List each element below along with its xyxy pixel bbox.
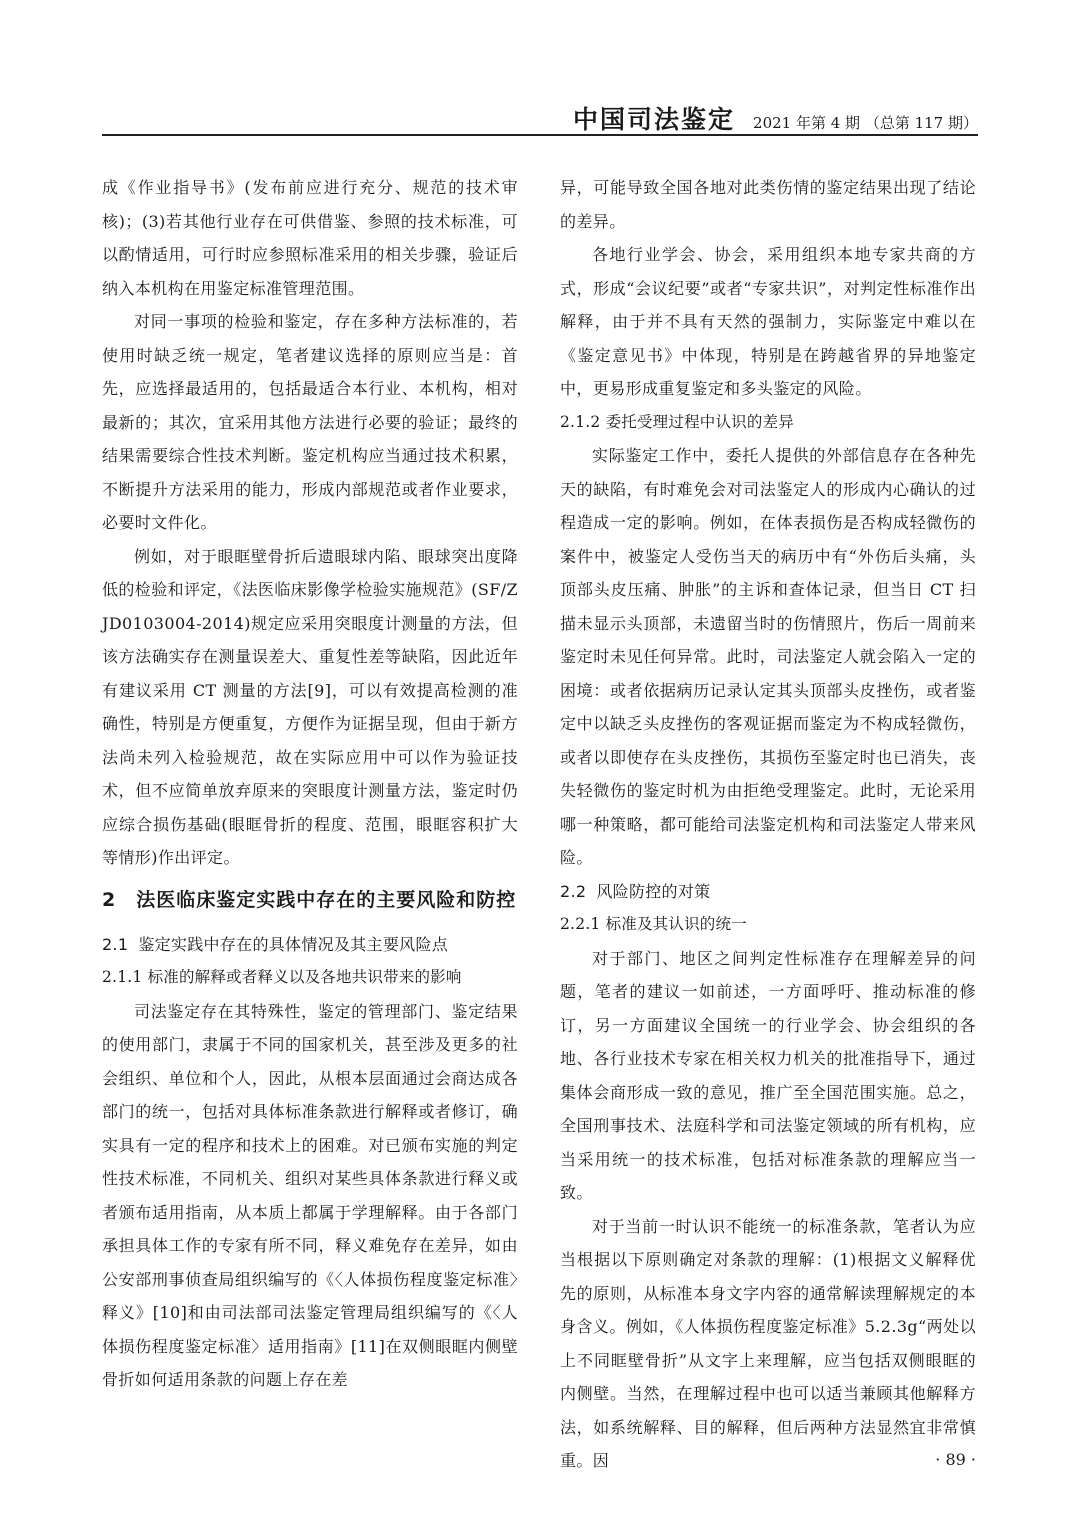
paragraph: 司法鉴定存在其特殊性，鉴定的管理部门、鉴定结果的使用部门，隶属于不同的国家机关，甚至涉及更多的社会组织、单位和个人，因此，从根本层面通过会商达成各部门的统一，包括对具体标准条款进行解释或者修订，确实具有一定的程序和技术上的困难。对已颁布实施的判定性技术标准，不同机关、组织对某些具体条款进行释义或者颁布适用指南，从本质上都属于学理解释。由于各部门承担具体工作的专家有所不同，释义难免存在差异，如由公安部刑事侦查局组织编写的《〈人体损伤程度鉴定标准〉释义》[10]和由司法部司法鉴定管理局组织编写的《〈人体损伤程度鉴定标准〉适用指南》[11]在双侧眼眶内侧壁骨折如何适用条款的问题上存在差 — [102, 1001, 518, 1389]
running-header — [573, 100, 978, 136]
heading-text: 风险防控的对策 — [596, 881, 711, 901]
journal-name: 中国司法鉴定 — [573, 105, 736, 134]
paragraph: 对于部门、地区之间判定性标准存在理解差异的问题，笔者的建议一如前述，一方面呼吁、推动标准的修订，另一方面建议全国统一的行业学会、协会组织的各地、各行业技术专家在相关权力机关的批准指导下，通过集体会商形成一致的意见，推广至全国范围实施。总之，全国刑事技术、法庭科学和司法鉴定领域的所有机构，应当采用统一的技术标准，包括对标准条款的理解应当一致。 — [560, 948, 976, 1202]
subsection-heading-2-1 — [102, 928, 518, 962]
paragraph: 异，可能导致全国各地对此类伤情的鉴定结果出现了结论的差异。 — [560, 178, 976, 231]
heading-number: 2.1 — [102, 934, 129, 954]
issue-info: 2021 年第 4 期 （总第 117 期） — [753, 114, 978, 132]
subsection-heading-2-2 — [560, 875, 976, 909]
subsubsection-heading-2-2-1: 2.2.1 标准及其认识的统一 — [560, 915, 747, 933]
subsubsection-heading-2-1-1: 2.1.1 标准的解释或者释义以及各地共识带来的影响 — [102, 968, 462, 986]
header-rule — [102, 134, 978, 136]
section-heading-2: 2 法医临床鉴定实践中存在的主要风险和防控 — [102, 888, 517, 911]
heading-text: 鉴定实践中存在的具体情况及其主要风险点 — [138, 934, 449, 954]
heading-number: 2.2 — [560, 881, 587, 901]
paragraph: 例如，对于眼眶壁骨折后遗眼球内陷、眼球突出度降低的检验和评定，《法医临床影像学检验实施规范》(SF/Z JD0103004-2014)规定应采用突眼度计测量的方法，但该方法确实存在测量误差大、重复性差等缺陷，因此近年有建议采用 CT 测量的方法[9]，可以有效提高检测的准确性，特别是方便重复，方便作为证据呈现，但由于新方法尚未列入检验规范，故在实际应用中可以作为验证技术，但不应简单放弃原来的突眼度计测量方法，鉴定时仍应综合损伤基础(眼眶骨折的程度、范围，眼眶容积扩大等情形)作出评定。 — [102, 546, 519, 867]
subsubsection-heading-2-1-2: 2.1.2 委托受理过程中认识的差异 — [560, 412, 794, 431]
page-number: · 89 · — [935, 1450, 976, 1469]
left-column — [102, 171, 518, 1421]
paragraph: 实际鉴定工作中，委托人提供的外部信息存在各种先天的缺陷，有时难免会对司法鉴定人的形成内心确认的过程造成一定的影响。例如，在体表损伤是否构成轻微伤的案件中，被鉴定人受伤当天的病历中有“外伤后头痛，头顶部头皮压痛、肿胀”的主诉和查体记录，但当日 CT 扫描未显示头顶部，未遗留当时的伤情照片，伤后一周前来鉴定时未见任何异常。此时，司法鉴定人就会陷入一定的困境：或者依据病历记录认定其头顶部头皮挫伤，或者鉴定中以缺乏头皮挫伤的客观证据而鉴定为不构成轻微伤，或者以即使存在头皮挫伤，其损伤至鉴定时也已消失，丧失轻微伤的鉴定时机为由拒绝受理鉴定。此时，无论采用哪一种策略，都可能给司法鉴定机构和司法鉴定人带来风险。 — [560, 446, 976, 867]
paragraph: 各地行业学会、协会，采用组织本地专家共商的方式，形成“会议纪要”或者“专家共识”，对判定性标准作出解释，由于并不具有天然的强制力，实际鉴定中难以在《鉴定意见书》中体现，特别是在跨越省界的异地鉴定中，更易形成重复鉴定和多头鉴定的风险。 — [560, 245, 976, 398]
paragraph: 对同一事项的检验和鉴定，存在多种方法标准的，若使用时缺乏统一规定，笔者建议选择的原则应当是：首先，应选择最适用的，包括最适合本行业、本机构，相对最新的；其次，宜采用其他方法进行必要的验证；最终的结果需要综合性技术判断。鉴定机构应当通过技术积累，不断提升方法采用的能力，形成内部规范或者作业要求，必要时文件化。 — [102, 312, 518, 532]
paragraph: 对于当前一时认识不能统一的标准条款，笔者认为应当根据以下原则确定对条款的理解：(1)根据文义解释优先的原则，从标准本身文字内容的通常解读理解规定的本身含义。例如，《人体损伤程度鉴定标准》5.2.3g“两处以上不同眶壁骨折”从文字上来理解，应当包括双侧眼眶的内侧壁。当然，在理解过程中也可以适当兼顾其他解释方法，如系统解释、目的解释，但后两种方法显然宜非常慎重。因 — [560, 1216, 976, 1470]
paragraph: 成《作业指导书》(发布前应进行充分、规范的技术审核)；(3)若其他行业存在可供借鉴、参照的技术标准，可以酌情适用，可行时应参照标准采用的相关步骤，验证后纳入本机构在用鉴定标准管理范围。 — [102, 178, 518, 298]
